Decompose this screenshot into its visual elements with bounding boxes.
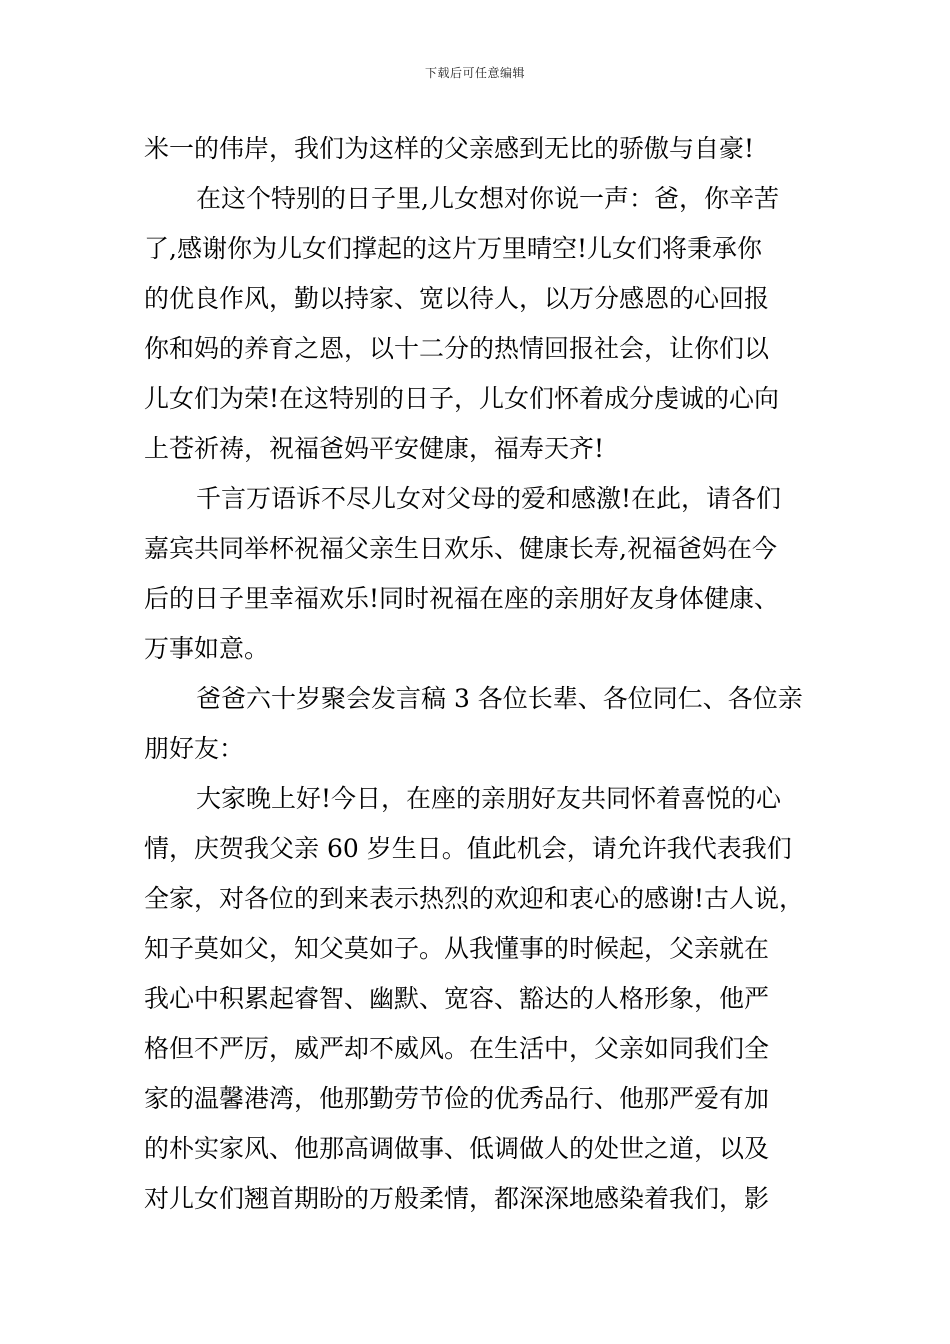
text-line: 全家，对各位的到来表示热烈的欢迎和衷心的感谢!古人说， — [144, 884, 805, 913]
page-header: 下载后可任意编辑 — [424, 66, 525, 80]
paragraph-start-line: 千言万语诉不尽儿女对父母的爱和感激!在此，请各们 — [196, 484, 782, 513]
text-line: 万事如意。 — [144, 634, 270, 663]
text-line: 知子莫如父，知父莫如子。从我懂事的时候起，父亲就在 — [144, 934, 770, 963]
text-line: 对儿女们翘首期盼的万般柔情，都深深地感染着我们，影 — [144, 1184, 770, 1213]
text-line: 儿女们为荣!在这特别的日子，儿女们怀着成分虔诚的心向 — [144, 384, 780, 413]
text-line: 家的温馨港湾，他那勤劳节俭的优秀品行、他那严爱有加 — [144, 1084, 770, 1113]
text-line: 米一的伟岸，我们为这样的父亲感到无比的骄傲与自豪! — [144, 134, 755, 163]
text-line: 的优良作风，勤以持家、宽以待人，以万分感恩的心回报 — [144, 284, 770, 313]
text-line: 情，庆贺我父亲 60 岁生日。值此机会，请允许我代表我们 — [144, 834, 792, 863]
text-line: 朋好友： — [144, 734, 245, 763]
text-line: 嘉宾共同举杯祝福父亲生日欢乐、健康长寿,祝福爸妈在今 — [144, 534, 777, 563]
paragraph-start-line: 大家晚上好!今日，在座的亲朋好友共同怀着喜悦的心 — [196, 784, 782, 813]
text-line: 后的日子里幸福欢乐!同时祝福在座的亲朋好友身体健康、 — [144, 584, 780, 613]
text-line: 上苍祈祷，祝福爸妈平安健康，福寿天齐! — [144, 434, 605, 463]
text-line: 你和妈的养育之恩，以十二分的热情回报社会，让你们以 — [144, 334, 770, 363]
document-body — [144, 124, 808, 1224]
paragraph-start-line: 在这个特别的日子里,儿女想对你说一声：爸，你辛苦 — [196, 184, 779, 213]
text-line: 格但不严厉，威严却不威风。在生活中，父亲如同我们全 — [144, 1034, 770, 1063]
text-line: 我心中积累起睿智、幽默、宽容、豁达的人格形象，他严 — [144, 984, 770, 1013]
paragraph-start-line: 爸爸六十岁聚会发言稿 3 各位长辈、各位同仁、各位亲 — [196, 684, 803, 713]
text-line: 了,感谢你为儿女们撑起的这片万里晴空!儿女们将秉承你 — [144, 234, 762, 263]
text-line: 的朴实家风、他那高调做事、低调做人的处世之道，以及 — [144, 1134, 770, 1163]
